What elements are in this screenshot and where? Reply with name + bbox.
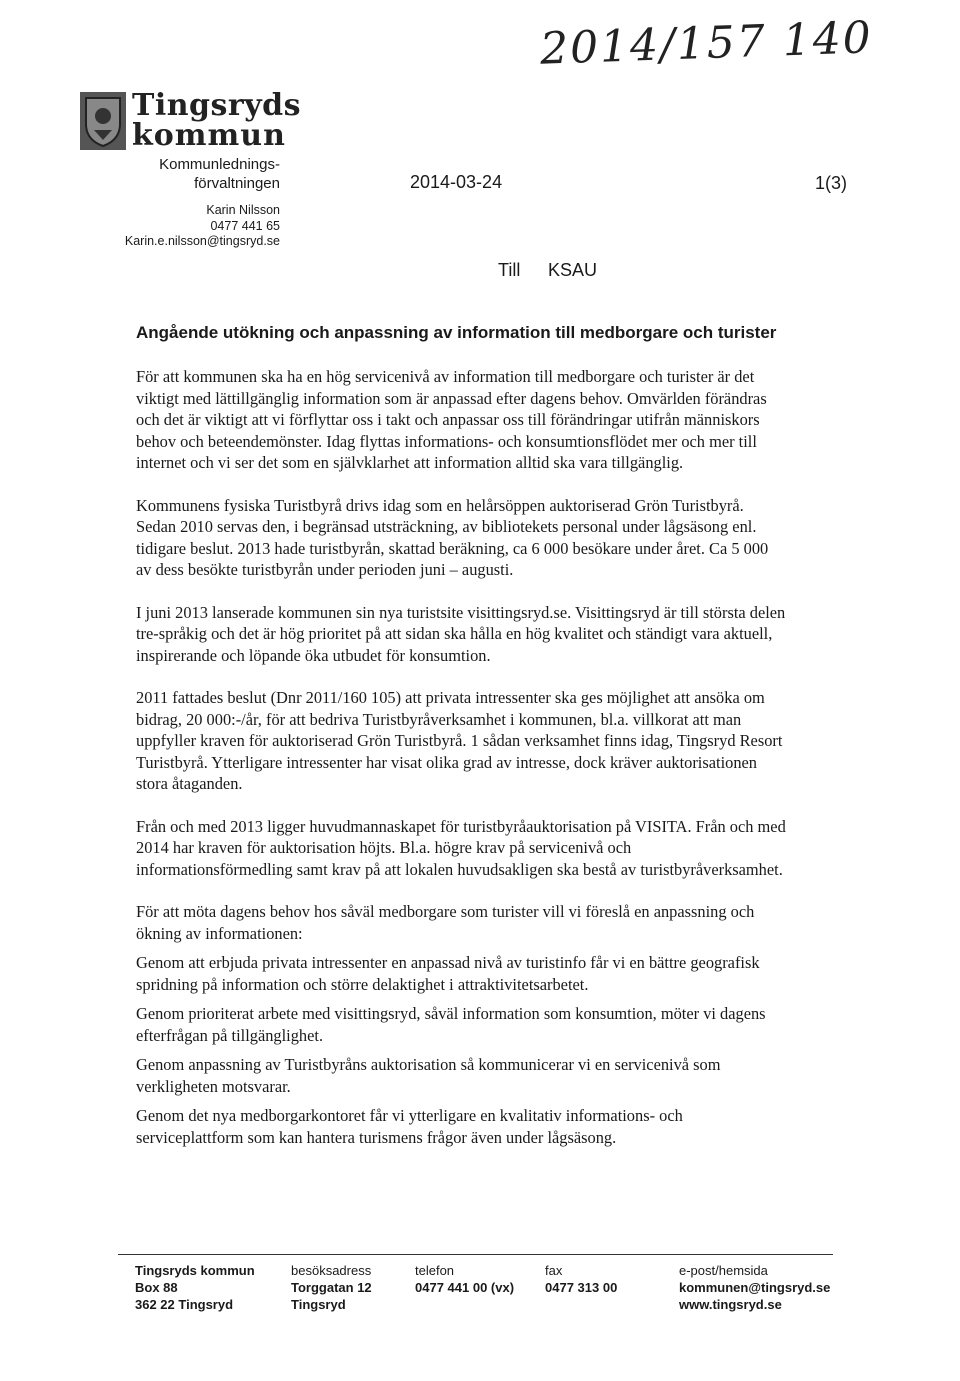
subject-heading: Angående utökning och anpassning av information till medborgare och turister <box>136 323 777 342</box>
footer-email[interactable]: kommunen@tingsryd.se <box>679 1280 831 1295</box>
sender-name: Karin Nilsson <box>206 203 280 217</box>
footer-line: 0477 441 00 (vx) <box>415 1280 515 1295</box>
paragraph: För att kommunen ska ha en hög servicenivå av information till medborgare och turister är det viktigt med lättillgänglig information som är anpassad efter dagens behov. Omvärlden förändras och det är viktigt att vi förflyttar oss i takt och anpassar oss till förändringar utifrån människors behov och beteendemönster. Idag flyttas informations- och konsumtionsflödet mer och mer till internet och vi ser det som en självklarhet att information alltid ska vara tillgänglig. <box>136 367 767 472</box>
logo-text-line2: kommun <box>132 118 286 153</box>
paragraph: Kommunens fysiska Turistbyrå drivs idag som en helårsöppen auktoriserad Grön Turistbyrå. Sedan 2010 servas den, i begränsad utsträckning, av bibliotekets personal under lågsäsong enl. tidigare beslut. 2013 hade turistbyrån, skattad beräkning, ca 6 000 besökare under året. Ca 5 000 av dess besökte turistbyrån under perioden juni – augusti. <box>136 495 769 579</box>
paragraph: Genom anpassning av Turistbyråns auktorisation så kommunicerar vi en servicenivå som verkligheten motsvarar. <box>136 1055 721 1096</box>
footer-heading: e-post/hemsida <box>679 1263 768 1278</box>
paragraph: För att möta dagens behov hos såväl medborgare som turister vill vi föreslå en anpassning och ökning av informationen: <box>136 902 755 943</box>
logo-text-line1: Tingsryds <box>132 88 302 123</box>
paragraph: 2011 fattades beslut (Dnr 2011/160 105) att privata intressenter ska ges möjlighet att ansöka om bidrag, 20 000:-/år, för att bedriva Turistbyråverksamhet i kommunen, bl.a. villkorat att man uppfyller kraven för auktoriserad Grön Turistbyrå. 1 sådan verksamhet finns idag, Tingsryd Resort Turistbyrå. Ytterligare intressenter har visat olika grad av intresse, dock kräver auktorisationen stora åtaganden. <box>136 688 783 793</box>
footer-fax <box>545 1262 617 1296</box>
office-line2: förvaltningen <box>194 175 280 192</box>
paragraph: Genom det nya medborgarkontoret får vi ytterligare en kvalitativ informations- och serviceplattform som kan hantera turismens frågor även under lågsäsong. <box>136 1106 683 1147</box>
footer-heading: telefon <box>415 1263 455 1278</box>
sender-email: Karin.e.nilsson@tingsryd.se <box>124 234 280 248</box>
paragraph: Genom prioriterat arbete med visittingsryd, såväl information som konsumtion, möter vi dagens efterfrågan på tillgänglighet. <box>136 1004 766 1045</box>
footer-visiting-address <box>291 1262 372 1313</box>
document-date: 2014-03-24 <box>410 172 503 192</box>
footer-line: Box 88 <box>135 1280 178 1295</box>
coat-of-arms-icon <box>80 92 126 150</box>
sender-contact <box>80 203 280 250</box>
paragraph: Genom att erbjuda privata intressenter en anpassad nivå av turistinfo får vi en bättre geografisk spridning på information och större delaktighet i attraktivitetsarbetet. <box>136 953 760 994</box>
municipality-logo <box>80 88 302 158</box>
footer-divider <box>118 1254 833 1255</box>
recipient-name: KSAU <box>548 260 598 280</box>
letter-body <box>136 366 786 1169</box>
handwritten-reference: 2014/157 140 <box>539 12 874 75</box>
footer-heading: besöksadress <box>291 1263 372 1278</box>
footer-heading: fax <box>545 1263 563 1278</box>
sender-phone: 0477 441 65 <box>210 218 280 233</box>
paragraph: I juni 2013 lanserade kommunen sin nya turistsite visittingsryd.se. Visittingsryd är till största delen tre-språkig och det är hög prioritet på att sidan ska hålla en hög kvalitet och ständigt vara aktuell, inspirerande och löpande öka utbudet för konsumtion. <box>136 602 786 665</box>
sender-office <box>80 155 280 193</box>
footer-line: Tingsryd <box>291 1297 346 1312</box>
footer-line: Torggatan 12 <box>291 1280 372 1295</box>
recipient-label: Till <box>498 260 521 280</box>
footer-email-web <box>679 1262 830 1313</box>
page-number: 1(3) <box>815 173 848 193</box>
footer-heading: Tingsryds kommun <box>135 1263 255 1278</box>
office-line1: Kommunlednings- <box>159 156 280 173</box>
paragraph: Från och med 2013 ligger huvudmannaskapet för turistbyråauktorisation på VISITA. Från och med 2014 har kraven för auktorisation höjts. Bl.a. högre krav på servicenivå och informationsförmedling samt krav på att lokalen huvudsakligen ska bestå av turistbyråverksamhet. <box>136 816 786 879</box>
footer-organization <box>135 1262 255 1313</box>
footer-line: 0477 313 00 <box>545 1280 618 1295</box>
footer-phone <box>415 1262 514 1296</box>
footer-line: 362 22 Tingsryd <box>135 1297 234 1312</box>
footer-website[interactable]: www.tingsryd.se <box>679 1297 782 1312</box>
